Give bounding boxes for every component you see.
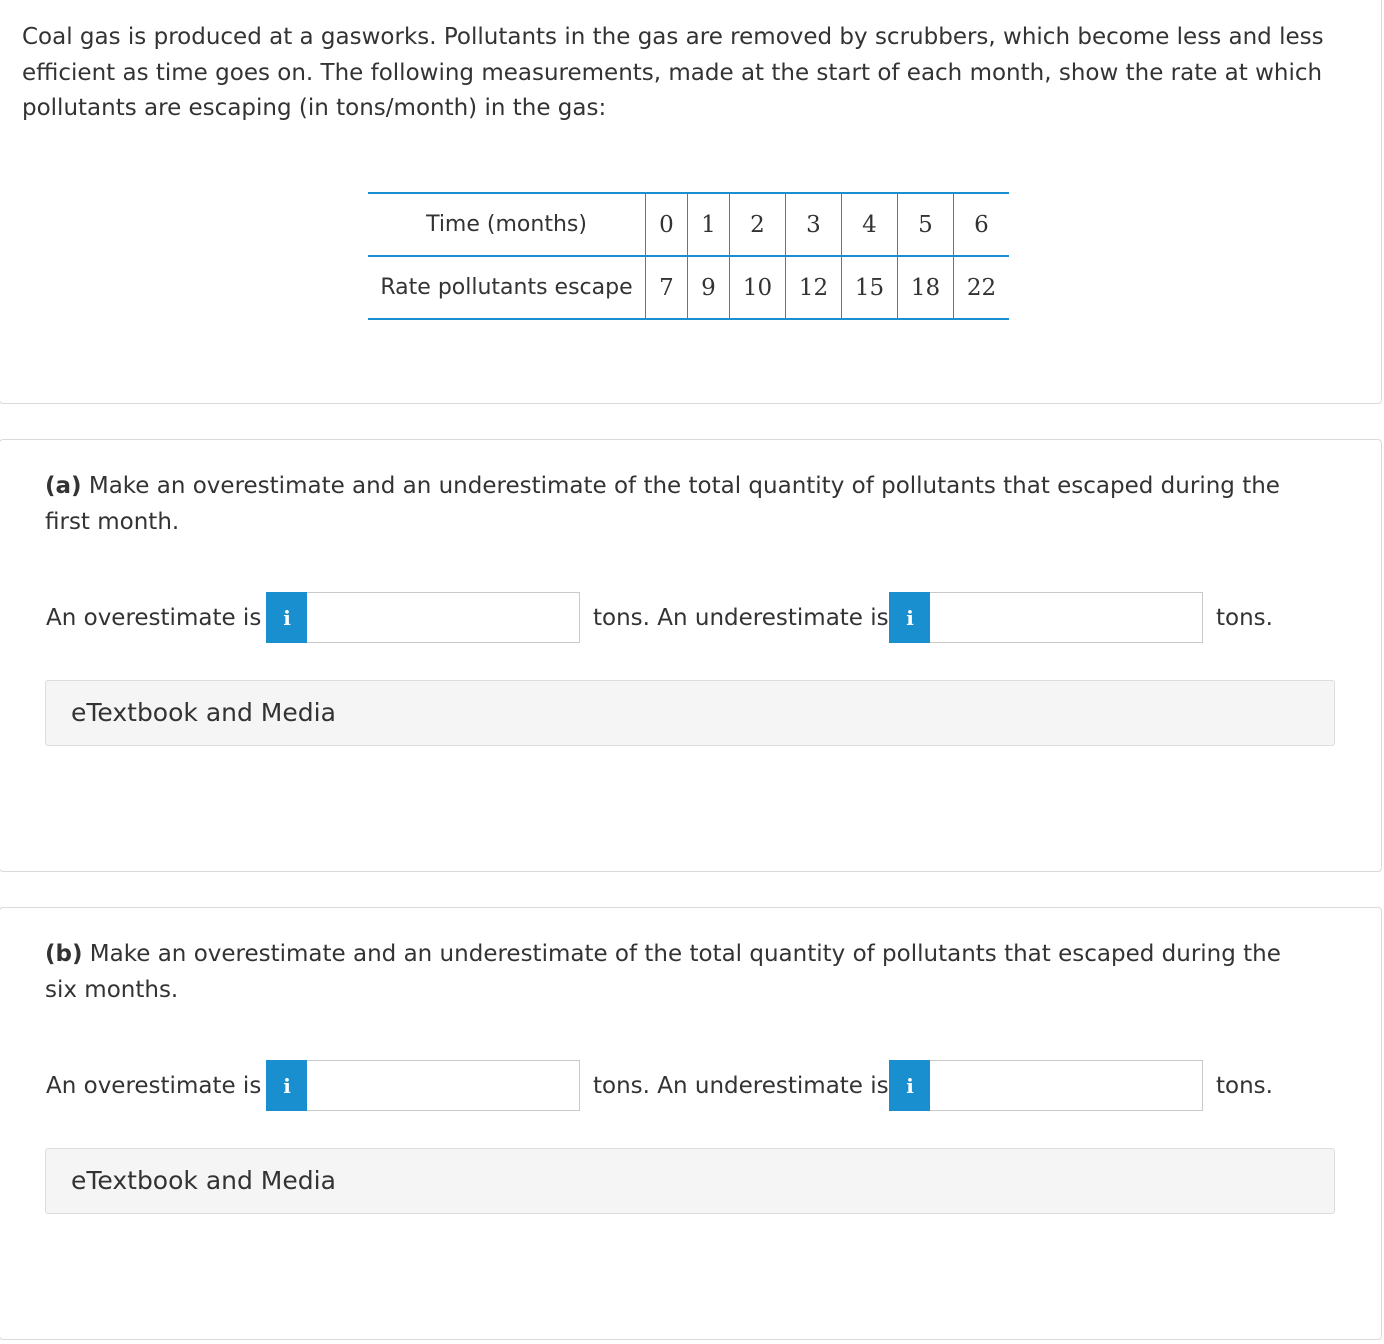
part-b-mid-label: tons. An underestimate is <box>593 1073 889 1099</box>
part-a-over-info-icon[interactable]: i <box>266 592 308 643</box>
part-a-etextbook-media[interactable]: eTextbook and Media <box>45 680 1335 746</box>
table-cell: 9 <box>688 256 730 319</box>
part-b-etextbook-media[interactable]: eTextbook and Media <box>45 1148 1335 1214</box>
part-a-question <box>45 468 1305 540</box>
part-a-underestimate-input[interactable] <box>930 592 1203 643</box>
part-b-question-text: Make an overestimate and an underestimate of the total quantity of pollutants that escaped during the six months. <box>45 941 1281 1003</box>
intro-card <box>0 0 1382 404</box>
part-a-over-label: An overestimate is <box>46 605 262 631</box>
table-row-rate <box>368 256 1009 319</box>
table-cell: 18 <box>898 256 954 319</box>
table-cell: 1 <box>688 193 730 256</box>
problem-statement: Coal gas is produced at a gasworks. Pollutants in the gas are removed by scrubbers, which become less and less efficient as time goes on. The following measurements, made at the start of each month, show the rate at which pollutants are escaping (in tons/month) in the gas: <box>22 24 1324 121</box>
table-cell: 4 <box>842 193 898 256</box>
part-b-answer-row <box>0 1060 1380 1113</box>
part-b-under-info-icon[interactable]: i <box>889 1060 931 1111</box>
table-cell: 12 <box>786 256 842 319</box>
table-cell: 2 <box>730 193 786 256</box>
part-b-over-label: An overestimate is <box>46 1073 262 1099</box>
part-a-mid-label: tons. An underestimate is <box>593 605 889 631</box>
part-a-card <box>0 439 1382 872</box>
part-b-question <box>45 936 1305 1008</box>
part-b-label: (b) <box>45 941 83 967</box>
part-b-over-info-icon[interactable]: i <box>266 1060 308 1111</box>
part-a-under-info-icon[interactable]: i <box>889 592 931 643</box>
part-b-underestimate-input[interactable] <box>930 1060 1203 1111</box>
part-b-card <box>0 907 1382 1340</box>
table-cell: 22 <box>954 256 1010 319</box>
table-cell: 10 <box>730 256 786 319</box>
part-a-answer-row <box>0 592 1380 645</box>
part-a-overestimate-input[interactable] <box>307 592 580 643</box>
table-label-time: Time (months) <box>368 193 646 256</box>
table-cell: 15 <box>842 256 898 319</box>
part-b-overestimate-input[interactable] <box>307 1060 580 1111</box>
table-cell: 6 <box>954 193 1010 256</box>
table-cell: 0 <box>646 193 688 256</box>
part-a-question-text: Make an overestimate and an underestimate of the total quantity of pollutants that escaped during the first month. <box>45 473 1280 535</box>
part-b-end-label: tons. <box>1216 1073 1273 1099</box>
part-a-label: (a) <box>45 473 82 499</box>
table-cell: 3 <box>786 193 842 256</box>
table-cell: 7 <box>646 256 688 319</box>
part-a-end-label: tons. <box>1216 605 1273 631</box>
table-cell: 5 <box>898 193 954 256</box>
table-row-time <box>368 193 1009 256</box>
rate-table <box>368 192 1009 320</box>
table-label-rate: Rate pollutants escape <box>368 256 646 319</box>
